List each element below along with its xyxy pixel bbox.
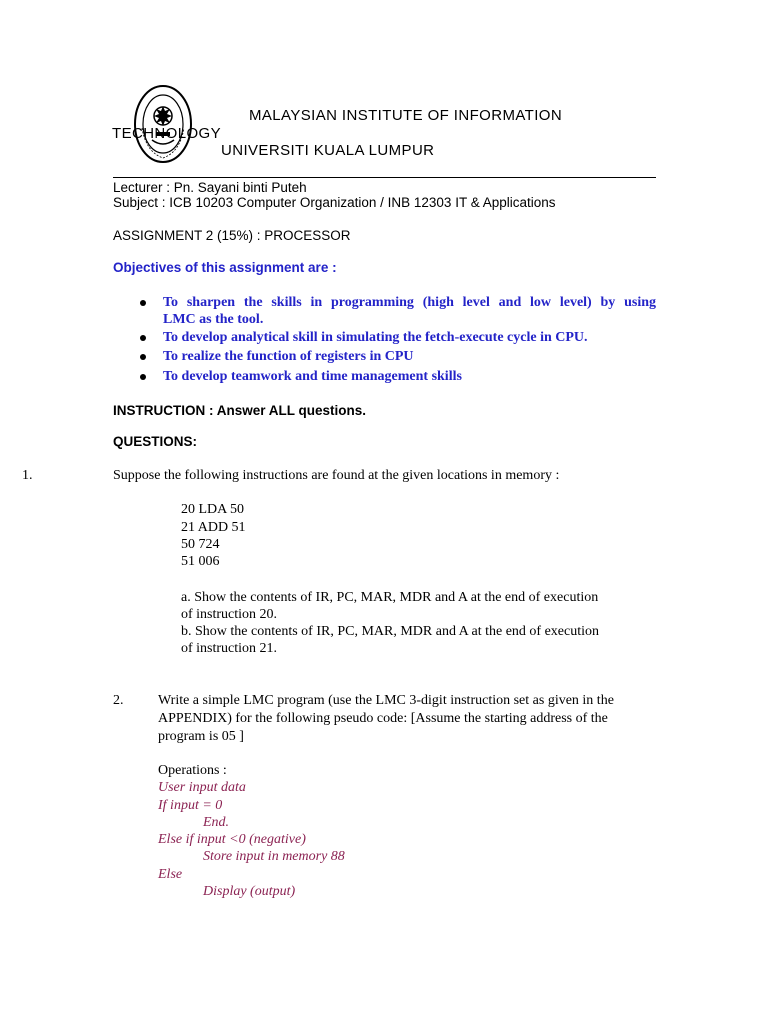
question-1-number: 1. xyxy=(22,468,33,483)
lecturer-line: Lecturer : Pn. Sayani binti Puteh xyxy=(113,180,307,195)
assignment-title: ASSIGNMENT 2 (15%) : PROCESSOR xyxy=(113,228,351,243)
question-1a-cont: of instruction 20. xyxy=(181,607,278,622)
subject-line: Subject : ICB 10203 Computer Organization / INB 12303 IT & Applications xyxy=(113,195,556,210)
code-line: 20 LDA 50 xyxy=(181,502,244,517)
question-1a: a. Show the contents of IR, PC, MAR, MDR and A at the end of execution xyxy=(181,590,599,605)
code-line: 21 ADD 51 xyxy=(181,520,246,535)
pseudo-line: End. xyxy=(203,815,230,830)
question-1-text: Suppose the following instructions are found at the given locations in memory : xyxy=(113,468,560,483)
pseudo-line: Else xyxy=(158,867,183,882)
pseudo-line: Else if input <0 (negative) xyxy=(158,832,306,847)
question-1b: b. Show the contents of IR, PC, MAR, MDR and A at the end of execution xyxy=(181,624,600,639)
questions-heading: QUESTIONS: xyxy=(113,434,198,449)
bullet-icon xyxy=(140,354,146,360)
university-name: UNIVERSITI KUALA LUMPUR xyxy=(221,142,435,159)
objective-item-1: To sharpen the skills in programming (high level and low level) by using xyxy=(163,295,656,310)
pseudo-line: User input data xyxy=(158,780,246,795)
question-2-line2: APPENDIX) for the following pseudo code: [Assume the starting address of the xyxy=(158,711,608,726)
objective-item-4: To develop teamwork and time management skills xyxy=(163,369,462,384)
question-2-line1: Write a simple LMC program (use the LMC 3-digit instruction set as given in the xyxy=(158,693,614,708)
operations-label: Operations : xyxy=(158,763,227,778)
instruction-line: INSTRUCTION : Answer ALL questions. xyxy=(113,403,367,418)
objective-item-2: To develop analytical skill in simulating the fetch-execute cycle in CPU. xyxy=(163,330,588,345)
institute-name-line2: TECHNOLOGY xyxy=(112,125,222,142)
pseudo-line: If input = 0 xyxy=(158,798,223,813)
bullet-icon xyxy=(140,335,146,341)
bullet-icon xyxy=(140,374,146,380)
institute-name-line1: MALAYSIAN INSTITUTE OF INFORMATION xyxy=(249,107,563,124)
objective-item-3: To realize the function of registers in CPU xyxy=(163,349,414,364)
code-line: 51 006 xyxy=(181,554,220,569)
header-divider xyxy=(113,177,656,178)
question-1b-cont: of instruction 21. xyxy=(181,641,278,656)
question-2-line3: program is 05 ] xyxy=(158,729,244,744)
code-line: 50 724 xyxy=(181,537,220,552)
bullet-icon xyxy=(140,300,146,306)
question-2-number: 2. xyxy=(113,693,124,708)
objective-item-1-cont: LMC as the tool. xyxy=(163,312,264,327)
pseudo-line: Display (output) xyxy=(203,884,296,899)
pseudo-line: Store input in memory 88 xyxy=(203,849,345,864)
university-logo xyxy=(132,82,194,166)
objectives-heading: Objectives of this assignment are : xyxy=(113,260,337,275)
